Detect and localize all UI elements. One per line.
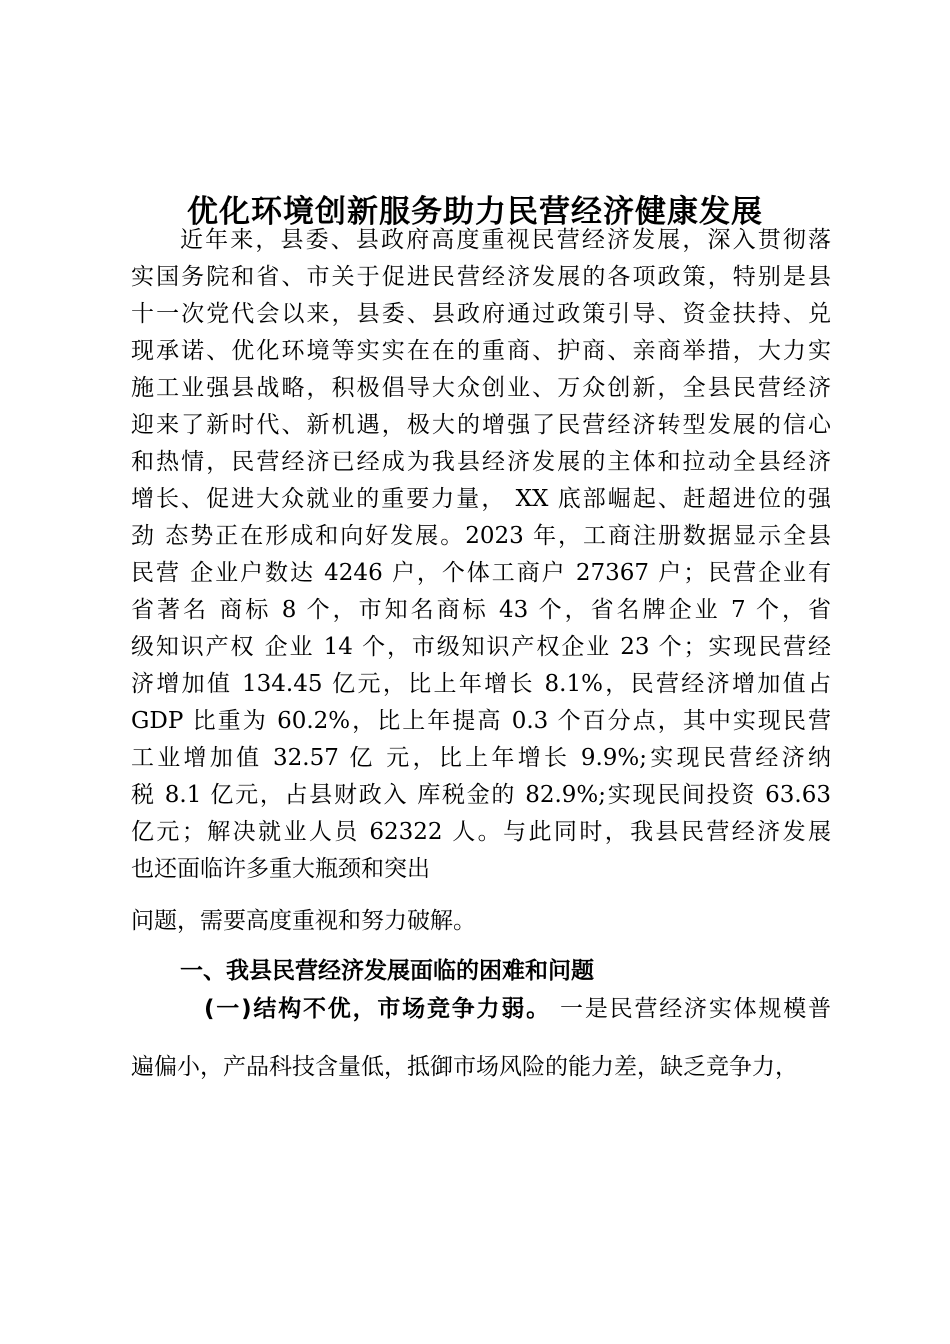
paragraph-line: GDP 比重为 60.2%，比上年提高 0.3 个百分点，其中实现民营 — [131, 708, 831, 734]
paragraph-continuation: 问题，需要高度重视和努力破解。 — [131, 908, 476, 934]
paragraph-line: 实国务院和省、市关于促进民营经济发展的各项政策，特别是县 — [131, 264, 831, 290]
paragraph-line: 和热情，民营经济已经成为我县经济发展的主体和拉动全县经济 — [131, 449, 831, 475]
subsection-heading-bold: (一)结构不优，市场竞争力弱。 — [204, 996, 551, 1022]
paragraph-line: 济增加值 134.45 亿元，比上年增长 8.1%，民营经济增加值占 — [131, 671, 831, 697]
paragraph-line: 近年来，县委、县政府高度重视民营经济发展，深入贯彻落 — [180, 227, 831, 253]
paragraph-line: 施工业强县战略，积极倡导大众创业、万众创新，全县民营经济 — [131, 375, 831, 401]
paragraph-line: 亿元；解决就业人员 62322 人。与此同时，我县民营经济发展 — [131, 819, 831, 845]
paragraph-line: 工业增加值 32.57 亿 元，比上年增长 9.9%;实现民营经济纳 — [131, 745, 831, 771]
paragraph-line: 级知识产权 企业 14 个，市级知识产权企业 23 个；实现民营经 — [131, 634, 831, 660]
paragraph-line: 迎来了新时代、新机遇，极大的增强了民营经济转型发展的信心 — [131, 412, 831, 438]
paragraph-line: 十一次党代会以来，县委、县政府通过政策引导、资金扶持、兑 — [131, 301, 831, 327]
paragraph-line: 税 8.1 亿元，占县财政入 库税金的 82.9%;实现民间投资 63.63 — [131, 782, 831, 808]
paragraph-line: 劲 态势正在形成和向好发展。2023 年，工商注册数据显示全县 — [131, 523, 831, 549]
paragraph-line: 现承诺、优化环境等实实在在的重商、护商、亲商举措，大力实 — [131, 338, 831, 364]
paragraph-line: 省著名 商标 8 个，市知名商标 43 个，省名牌企业 7 个，省 — [131, 597, 831, 623]
paragraph-line: 遍偏小，产品科技含量低，抵御市场风险的能力差，缺乏竞争力， — [131, 1054, 798, 1080]
paragraph-line: 民营 企业户数达 4246 户，个体工商户 27367 户；民营企业有 — [131, 560, 831, 586]
section-heading: 一、我县民营经济发展面临的困难和问题 — [180, 958, 594, 984]
paragraph-line: 增长、促进大众就业的重要力量， XX 底部崛起、赶超进位的强 — [131, 486, 831, 512]
subsection-heading-text: 一是民营经济实体规模普 — [550, 996, 832, 1022]
subsection-heading — [204, 994, 831, 1024]
document-title: 优化环境创新服务助力民营经济健康发展 — [187, 194, 763, 230]
paragraph-line: 也还面临许多重大瓶颈和突出 — [131, 856, 430, 882]
